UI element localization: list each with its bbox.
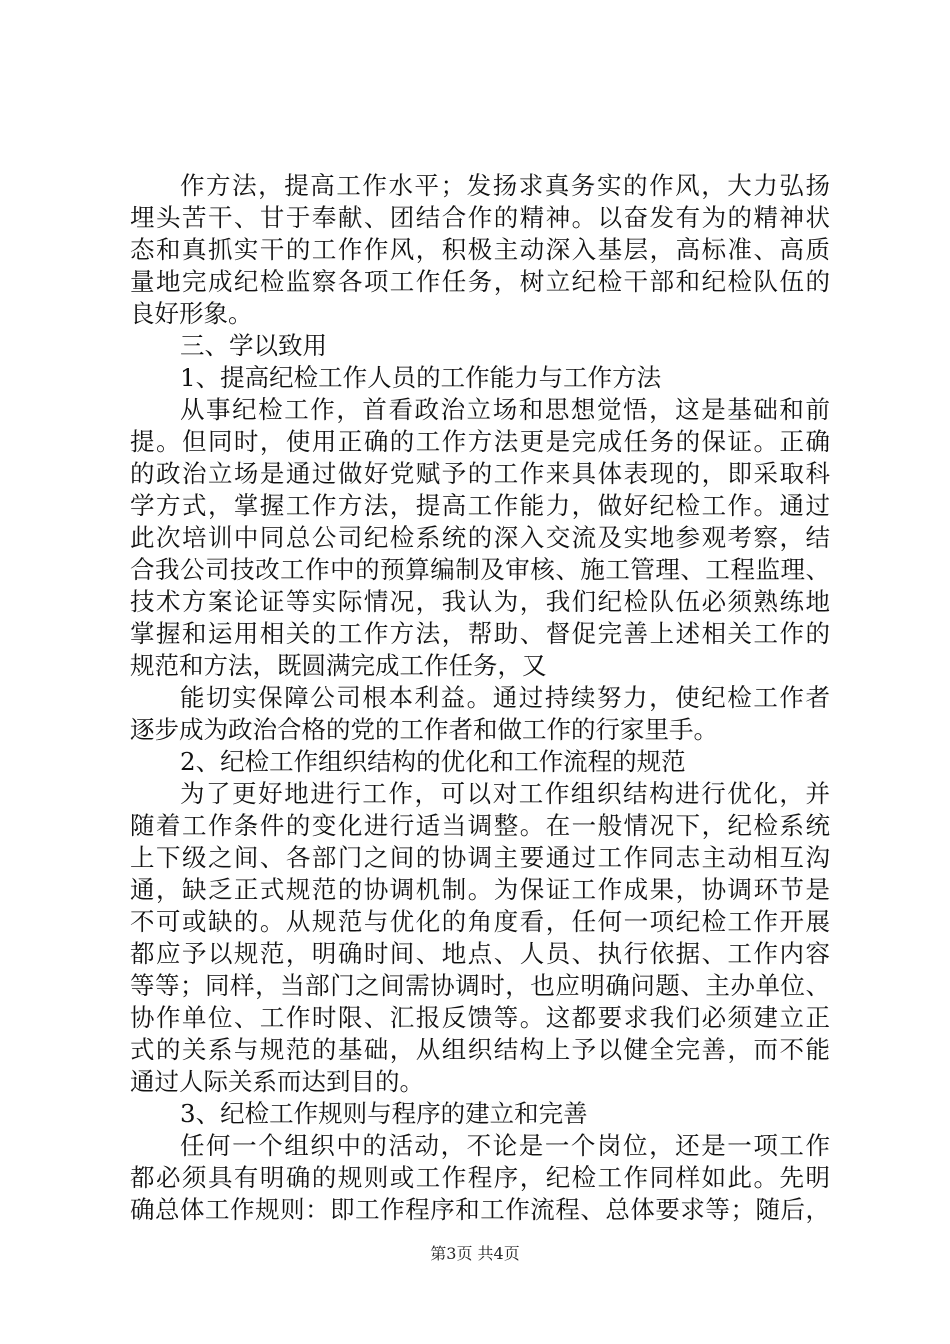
section-heading: 三、学以致用: [180, 331, 327, 360]
paragraph-line: 合我公司技改工作中的预算编制及审核、施工管理、工程监理、: [130, 555, 830, 584]
paragraph-line: 确总体工作规则：即工作程序和工作流程、总体要求等；随后，: [130, 1195, 830, 1224]
paragraph-line: 态和真抓实干的工作作风，积极主动深入基层，高标准、高质: [130, 235, 830, 264]
paragraph-line: 掌握和运用相关的工作方法，帮助、督促完善上述相关工作的: [130, 619, 830, 648]
paragraph-line: 都应予以规范，明确时间、地点、人员、执行依据、工作内容: [130, 939, 830, 968]
paragraph-line: 规范和方法，既圆满完成工作任务，又: [130, 651, 547, 680]
paragraph-line: 通，缺乏正式规范的协调机制。为保证工作成果，协调环节是: [130, 875, 830, 904]
paragraph-line: 能切实保障公司根本利益。通过持续努力，使纪检工作者: [180, 683, 830, 712]
page-number-footer: 第3页 共4页: [430, 1244, 520, 1263]
paragraph-line: 任何一个组织中的活动，不论是一个岗位，还是一项工作: [180, 1131, 830, 1160]
subsection-heading: 2、纪检工作组织结构的优化和工作流程的规范: [180, 747, 686, 776]
paragraph-line: 为了更好地进行工作，可以对工作组织结构进行优化，并: [180, 779, 830, 808]
paragraph-line: 作方法，提高工作水平；发扬求真务实的作风，大力弘扬: [180, 171, 830, 200]
paragraph-line: 的政治立场是通过做好党赋予的工作来具体表现的，即采取科: [130, 459, 830, 488]
paragraph-line: 不可或缺的。从规范与优化的角度看，任何一项纪检工作开展: [130, 907, 830, 936]
paragraph-line: 提。但同时，使用正确的工作方法更是完成任务的保证。正确: [130, 427, 830, 456]
paragraph-line: 从事纪检工作，首看政治立场和思想觉悟，这是基础和前: [180, 395, 830, 424]
paragraph-line: 随着工作条件的变化进行适当调整。在一般情况下，纪检系统: [130, 811, 830, 840]
paragraph-line: 式的关系与规范的基础，从组织结构上予以健全完善，而不能: [130, 1035, 830, 1064]
paragraph-line: 此次培训中同总公司纪检系统的深入交流及实地参观考察，结: [130, 523, 830, 552]
paragraph-line: 埋头苦干、甘于奉献、团结合作的精神。以奋发有为的精神状: [130, 203, 830, 232]
subsection-heading: 1、提高纪检工作人员的工作能力与工作方法: [180, 363, 662, 392]
paragraph-line: 技术方案论证等实际情况，我认为，我们纪检队伍必须熟练地: [130, 587, 830, 616]
paragraph-line: 等等；同样，当部门之间需协调时，也应明确问题、主办单位、: [130, 971, 830, 1000]
paragraph-line: 逐步成为政治合格的党的工作者和做工作的行家里手。: [130, 715, 718, 744]
paragraph-line: 通过人际关系而达到目的。: [130, 1067, 424, 1096]
paragraph-line: 上下级之间、各部门之间的协调主要通过工作同志主动相互沟: [130, 843, 830, 872]
paragraph-line: 良好形象。: [130, 299, 253, 328]
paragraph-line: 学方式，掌握工作方法，提高工作能力，做好纪检工作。通过: [130, 491, 830, 520]
subsection-heading: 3、纪检工作规则与程序的建立和完善: [180, 1099, 588, 1128]
paragraph-line: 量地完成纪检监察各项工作任务，树立纪检干部和纪检队伍的: [130, 267, 830, 296]
paragraph-line: 协作单位、工作时限、汇报反馈等。这都要求我们必须建立正: [130, 1003, 830, 1032]
paragraph-line: 都必须具有明确的规则或工作程序，纪检工作同样如此。先明: [130, 1163, 830, 1192]
